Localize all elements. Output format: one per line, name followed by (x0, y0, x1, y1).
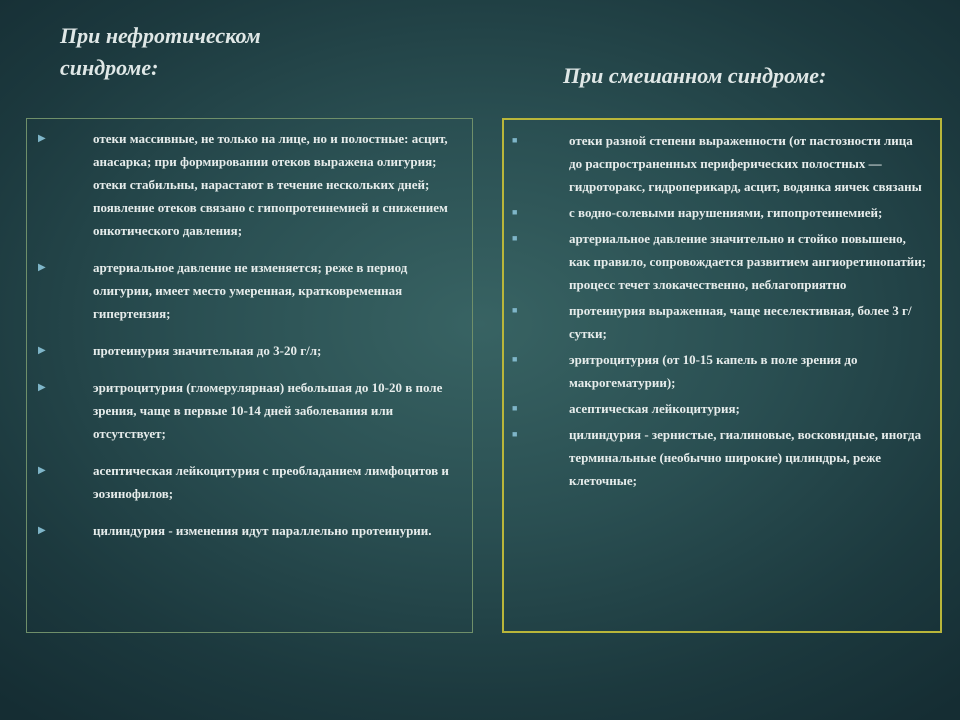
triangle-right-icon: ▶ (38, 345, 46, 356)
list-item (27, 256, 472, 325)
list-item-text: артериальное давление не изменяется; реже в период олигурии, имеет место умеренная, кратковременная гипертензия; (93, 260, 408, 321)
list-item-text: протеинурия выраженная, чаще неселективная, более 3 г/сутки; (569, 303, 912, 341)
list-item (504, 299, 940, 345)
list-item (27, 519, 472, 542)
triangle-right-icon: ▶ (38, 133, 46, 144)
list-item-text: артериальное давление значительно и стойко повышено, как правило, сопровождается развитием ангиоретинопатйи; процесс течет злокачественно, неблагоприятно (569, 231, 927, 292)
square-bullet-icon: ■ (512, 207, 518, 217)
triangle-right-icon: ▶ (38, 382, 46, 393)
square-bullet-icon: ■ (512, 354, 518, 364)
mixed-box (502, 118, 942, 633)
list-item-text: эритроцитурия (от 10-15 капель в поле зрения до макрогематурии); (569, 352, 858, 390)
square-bullet-icon: ■ (512, 429, 518, 439)
list-item-text: цилиндурия - изменения идут параллельно протеинурии. (93, 523, 432, 538)
list-item (27, 459, 472, 505)
title-nephrotic: При нефротическом синдроме: (60, 23, 261, 80)
triangle-right-icon: ▶ (38, 525, 46, 536)
list-item (27, 376, 472, 445)
list-item-text: асептическая лейкоцитурия с преобладанием лимфоцитов и эозинофилов; (93, 463, 449, 501)
list-item (504, 227, 940, 296)
list-item-text: цилиндурия - зернистые, гиалиновые, восковидные, иногда терминальные (необычно широкие) цилиндры, реже клеточные; (569, 427, 922, 488)
triangle-right-icon: ▶ (38, 262, 46, 273)
list-item-text: эритроцитурия (гломерулярная) небольшая до 10-20 в поле зрения, чаще в первые 10-14 дней заболевания или отсутствует; (93, 380, 443, 441)
list-item (504, 129, 940, 198)
list-item (504, 397, 940, 420)
list-item (504, 348, 940, 394)
square-bullet-icon: ■ (512, 135, 518, 145)
nephrotic-list (27, 127, 472, 542)
list-item (504, 201, 940, 224)
square-bullet-icon: ■ (512, 305, 518, 315)
square-bullet-icon: ■ (512, 403, 518, 413)
list-item-text: отеки разной степени выраженности (от пастозности лица до распространенных периферических полостных — гидроторакс, гидроперикард, асцит, водянка яичек связаны (569, 133, 922, 194)
mixed-list (504, 129, 940, 492)
list-item-text: асептическая лейкоцитурия; (569, 401, 740, 416)
title-mixed: При смешанном синдроме: (563, 63, 827, 88)
triangle-right-icon: ▶ (38, 465, 46, 476)
nephrotic-box (26, 118, 473, 633)
list-item-text: протеинурия значительная до 3-20 г/л; (93, 343, 322, 358)
list-item-text: с водно-солевыми нарушениями, гипопротеинемией; (569, 205, 883, 220)
list-item-text: отеки массивные, не только на лице, но и полостные: асцит, анасарка; при формировании отеков выражена олигурия; отеки стабильны, нарастают в течение нескольких дней; появление отеков связано с гипопротеинемией и снижением онкотического давления; (93, 131, 448, 238)
list-item (27, 127, 472, 242)
square-bullet-icon: ■ (512, 233, 518, 243)
list-item (27, 339, 472, 362)
list-item (504, 423, 940, 492)
